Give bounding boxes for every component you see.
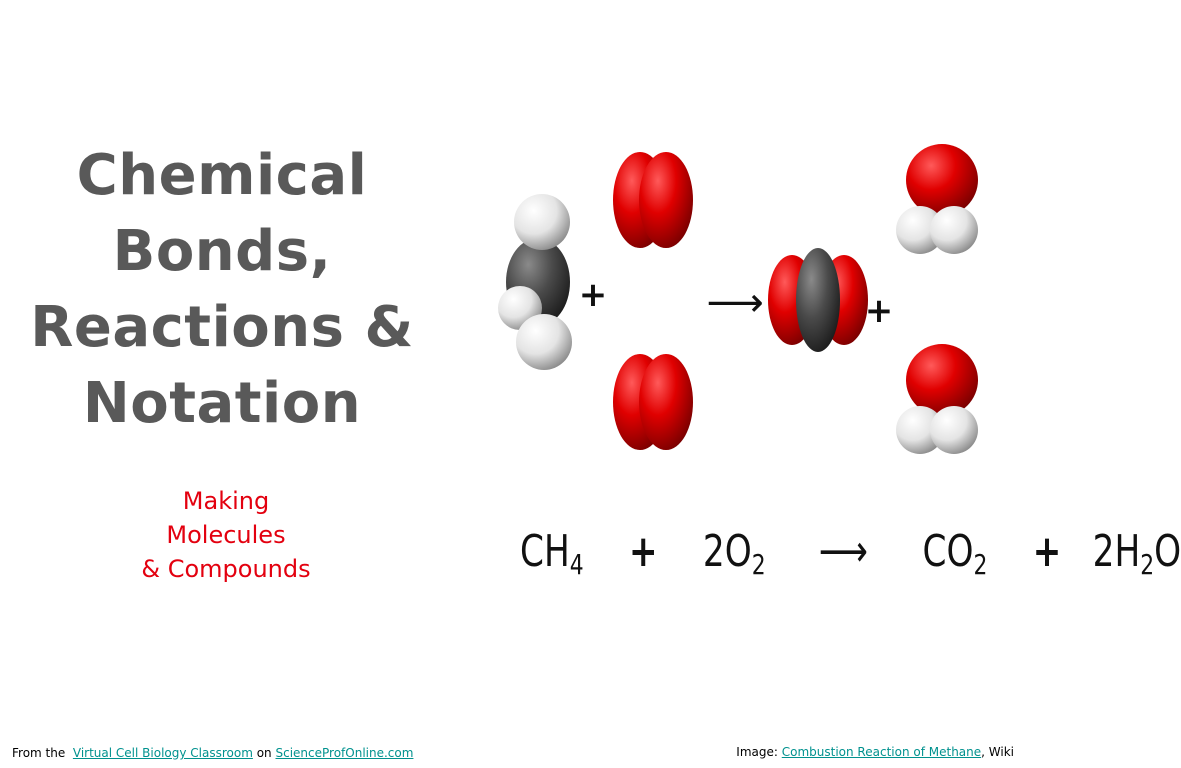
oxygen-molecule	[613, 152, 693, 248]
reaction-arrow: ⟶	[706, 280, 764, 326]
co2-formula: $CO_2$	[922, 526, 988, 581]
title-line: Reactions &	[30, 295, 414, 360]
footer-text: on	[256, 746, 272, 760]
slide-subtitle	[100, 484, 352, 586]
image-credit-source: , Wiki	[981, 745, 1014, 759]
water-formula: $2H_2O$	[1092, 526, 1181, 581]
equation-plus: +	[1032, 526, 1062, 577]
scienceprofonline-link[interactable]: ScienceProfOnline.com	[275, 746, 414, 760]
oxygen-formula: $2O_2$	[702, 526, 766, 581]
slide-title	[20, 138, 424, 442]
oxygen-molecule	[613, 354, 693, 450]
title-line: Bonds,	[112, 219, 332, 284]
equation-plus: +	[628, 526, 658, 577]
combustion-reaction-link[interactable]: Combustion Reaction of Methane	[781, 745, 982, 759]
subtitle-line: Molecules	[166, 521, 286, 549]
footer-credit	[12, 746, 413, 760]
subtitle-line: & Compounds	[141, 555, 311, 583]
equation-arrow: ⟶	[818, 526, 868, 577]
methane-molecule	[498, 194, 572, 370]
title-line: Notation	[82, 371, 362, 436]
methane-formula: $CH_4$	[520, 526, 584, 581]
virtual-cell-classroom-link[interactable]: Virtual Cell Biology Classroom	[72, 746, 253, 760]
image-credit	[736, 745, 1014, 759]
footer-text: From the	[12, 746, 66, 760]
subtitle-line: Making	[182, 487, 270, 515]
carbon-dioxide-molecule	[768, 248, 868, 352]
plus-sign: +	[578, 275, 608, 315]
chemical-equation	[520, 524, 1181, 584]
water-molecule	[896, 144, 978, 254]
image-credit-label: Image:	[736, 745, 778, 759]
title-line: Chemical	[76, 143, 368, 208]
plus-sign: +	[864, 291, 894, 331]
water-molecule	[896, 344, 978, 454]
